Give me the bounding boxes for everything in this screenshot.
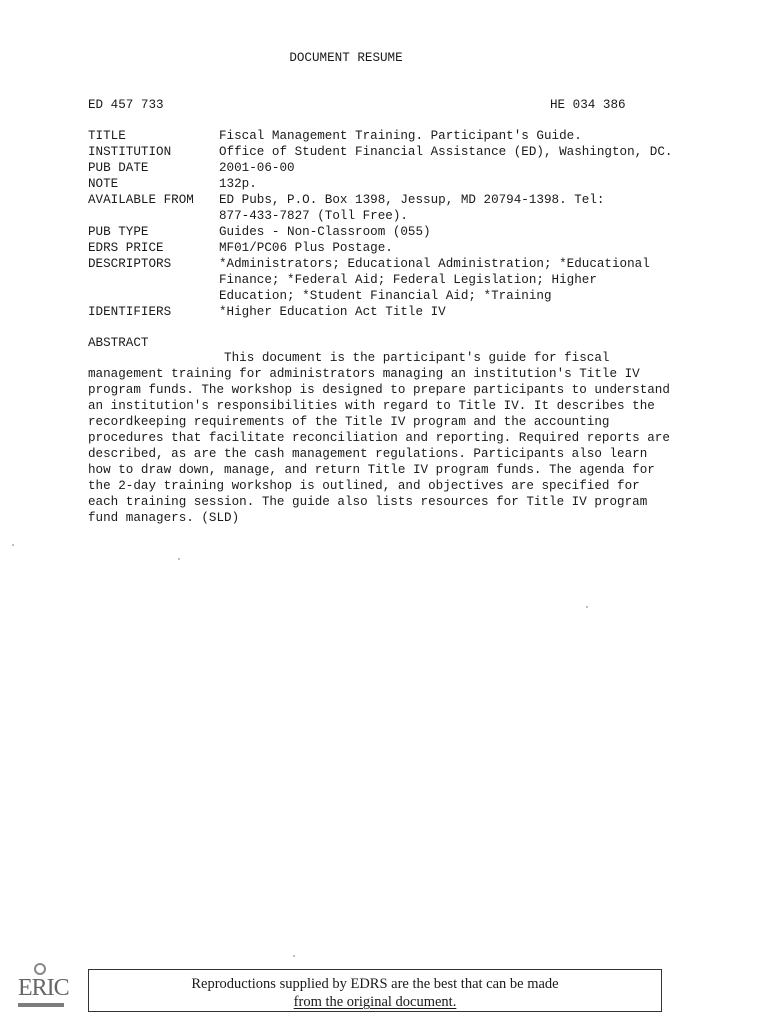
abstract-line: This document is the participant's guide for fiscal bbox=[88, 351, 610, 365]
field-row bbox=[88, 128, 728, 144]
field-label: AVAILABLE FROM bbox=[88, 193, 194, 207]
abstract-line: program funds. The workshop is designed to prepare participants to understand bbox=[88, 383, 670, 397]
field-label: DESCRIPTORS bbox=[88, 257, 172, 271]
field-value: Office of Student Financial Assistance (ED), Washington, DC. bbox=[219, 145, 673, 159]
abstract-line: the 2-day training workshop is outlined, and objectives are specified for bbox=[88, 479, 640, 493]
field-row bbox=[88, 240, 728, 256]
scan-speck bbox=[178, 558, 180, 560]
abstract-line: each training session. The guide also lists resources for Title IV program bbox=[88, 495, 648, 509]
field-label: NOTE bbox=[88, 177, 119, 191]
field-value: *Administrators; Educational Administration; *Educational bbox=[219, 257, 650, 271]
field-value: Guides - Non-Classroom (055) bbox=[219, 225, 431, 239]
ed-number: ED 457 733 bbox=[88, 98, 164, 112]
field-label bbox=[88, 272, 219, 288]
field-value: 2001-06-00 bbox=[219, 161, 295, 175]
field-value: Fiscal Management Training. Participant's Guide. bbox=[219, 129, 582, 143]
document-title: DOCUMENT RESUME bbox=[289, 51, 403, 65]
field-value: Education; *Student Financial Aid; *Training bbox=[219, 289, 552, 303]
eric-flame-icon bbox=[33, 962, 47, 976]
eric-logo-bar bbox=[18, 1003, 64, 1007]
field-label: PUB DATE bbox=[88, 161, 149, 175]
footer-notice bbox=[88, 969, 662, 1012]
field-row bbox=[88, 176, 728, 192]
field-row bbox=[88, 272, 728, 288]
field-row bbox=[88, 160, 728, 176]
scan-speck bbox=[293, 955, 295, 957]
field-label: INSTITUTION bbox=[88, 145, 172, 159]
field-row bbox=[88, 304, 728, 320]
abstract-line: how to draw down, manage, and return Title IV program funds. The agenda for bbox=[88, 463, 655, 477]
field-value: 132p. bbox=[219, 177, 257, 191]
abstract-line: described, as are the cash management regulations. Participants also learn bbox=[88, 447, 648, 461]
he-number: HE 034 386 bbox=[550, 98, 626, 112]
field-row bbox=[88, 288, 728, 304]
field-label bbox=[88, 208, 219, 224]
field-row bbox=[88, 224, 728, 240]
field-row bbox=[88, 192, 728, 208]
abstract-line: recordkeeping requirements of the Title IV program and the accounting bbox=[88, 415, 610, 429]
field-label: TITLE bbox=[88, 129, 126, 143]
abstract-line: management training for administrators managing an institution's Title IV bbox=[88, 367, 640, 381]
field-row bbox=[88, 256, 728, 272]
field-value: ED Pubs, P.O. Box 1398, Jessup, MD 20794-1398. Tel: bbox=[219, 193, 605, 207]
field-label: PUB TYPE bbox=[88, 225, 149, 239]
abstract-line: procedures that facilitate reconciliation and reporting. Required reports are bbox=[88, 431, 670, 445]
field-value: Finance; *Federal Aid; Federal Legislation; Higher bbox=[219, 273, 597, 287]
field-label bbox=[88, 288, 219, 304]
metadata-fields bbox=[88, 128, 728, 320]
field-label: IDENTIFIERS bbox=[88, 305, 172, 319]
field-row bbox=[88, 208, 728, 224]
abstract-text bbox=[88, 350, 708, 526]
field-value: MF01/PC06 Plus Postage. bbox=[219, 241, 393, 255]
field-value: *Higher Education Act Title IV bbox=[219, 305, 446, 319]
footer-line-1: Reproductions supplied by EDRS are the best that can be made bbox=[191, 976, 559, 992]
field-row bbox=[88, 144, 728, 160]
abstract-line: fund managers. (SLD) bbox=[88, 511, 240, 525]
field-label: EDRS PRICE bbox=[88, 241, 164, 255]
eric-logo-text: ERIC bbox=[18, 975, 69, 1001]
abstract-line: an institution's responsibilities with regard to Title IV. It describes the bbox=[88, 399, 655, 413]
footer-line-2: from the original document. bbox=[293, 994, 457, 1010]
abstract-label: ABSTRACT bbox=[88, 336, 149, 350]
scan-speck bbox=[586, 606, 588, 608]
field-value: 877-433-7827 (Toll Free). bbox=[219, 209, 408, 223]
scan-speck bbox=[12, 544, 14, 546]
eric-logo-icon bbox=[18, 975, 69, 1002]
